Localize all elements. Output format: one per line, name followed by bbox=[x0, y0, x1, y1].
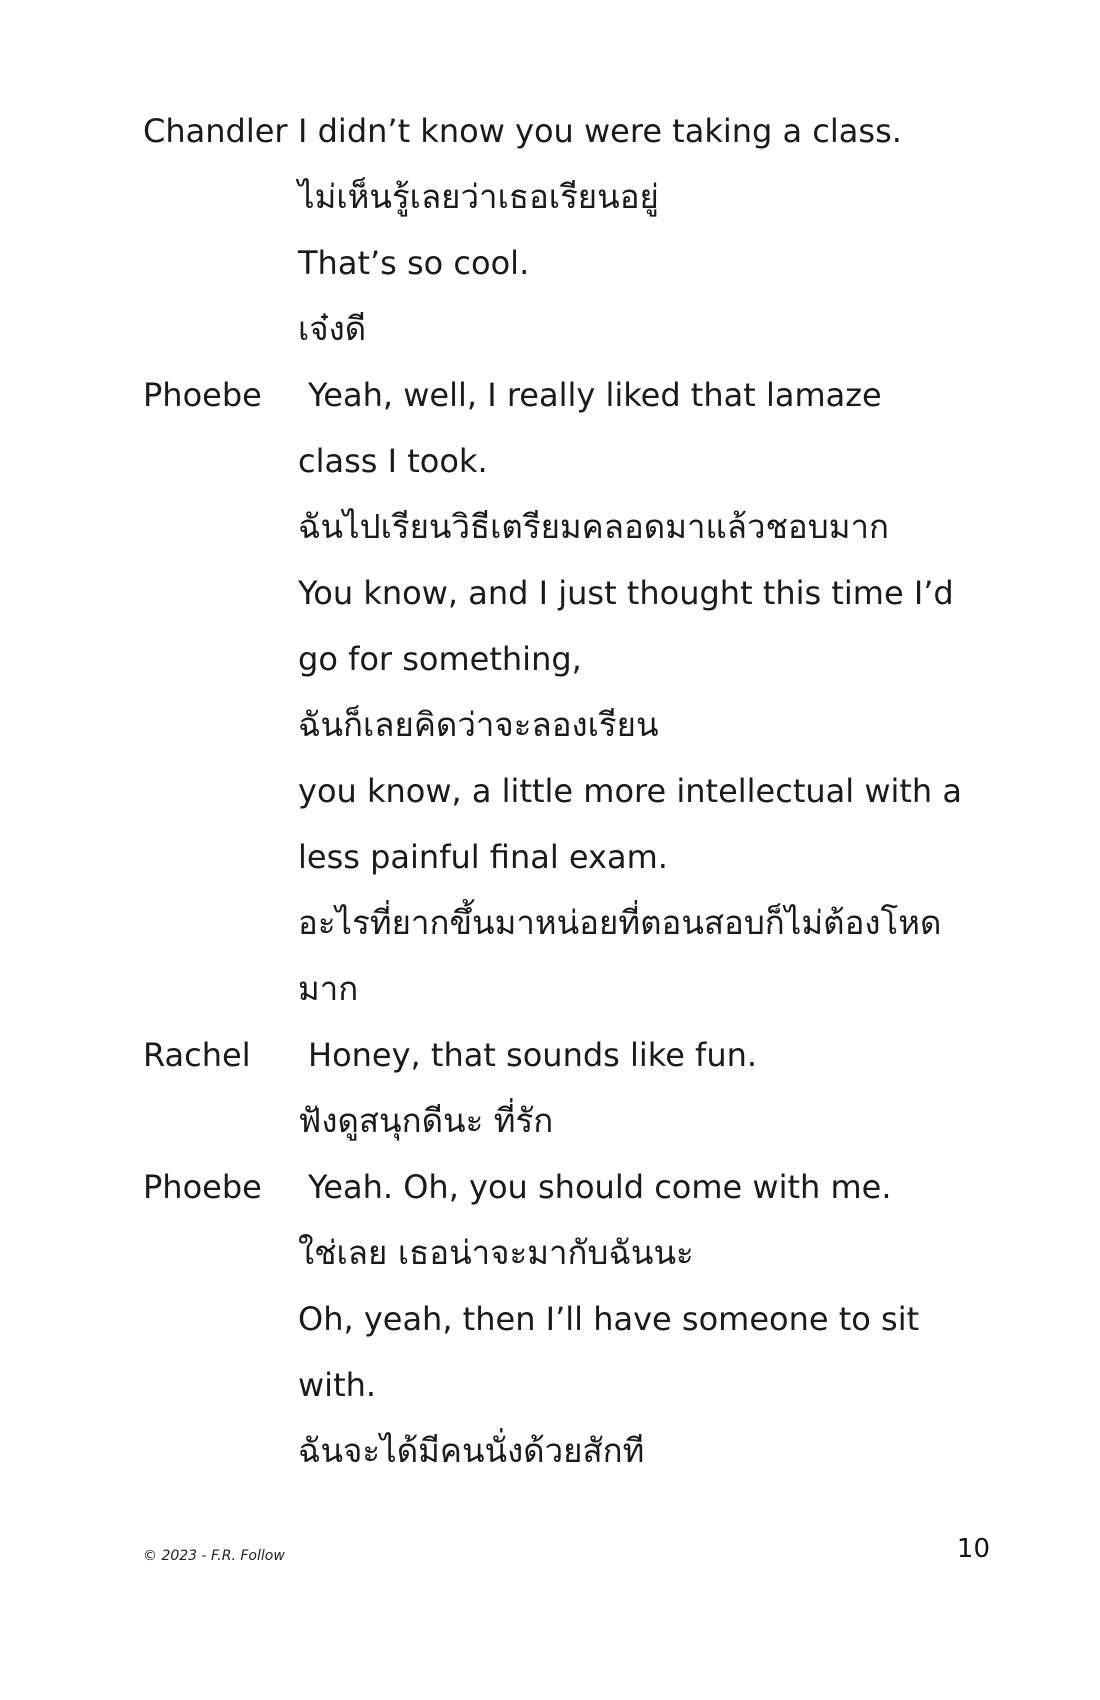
dialogue-line-th: อะไรที่ยากขึ้นมาหน่อยที่ตอนสอบก็ไม่ต้องโหด bbox=[298, 903, 942, 942]
speaker-name: Phoebe bbox=[143, 1168, 262, 1206]
dialogue-line-en: Yeah. Oh, you should come with me. bbox=[308, 1168, 892, 1206]
speaker-name: Chandler bbox=[143, 112, 288, 150]
speaker-name: Rachel bbox=[143, 1036, 251, 1074]
dialogue-line-th: มาก bbox=[298, 969, 359, 1008]
page-number: 10 bbox=[956, 1534, 990, 1564]
dialogue-block-chandler bbox=[143, 98, 1023, 362]
dialogue-line-en: class I took. bbox=[298, 442, 488, 480]
dialogue-lines bbox=[298, 362, 1023, 1022]
dialogue-script bbox=[143, 98, 1023, 1484]
dialogue-line-en: That’s so cool. bbox=[298, 244, 530, 282]
dialogue-line-en: you know, a little more intellectual with a bbox=[298, 772, 962, 810]
dialogue-lines bbox=[298, 1154, 1023, 1484]
dialogue-line-th: เจ๋งดี bbox=[298, 309, 367, 348]
dialogue-lines bbox=[298, 1022, 1023, 1154]
dialogue-line-en: with. bbox=[298, 1366, 377, 1404]
dialogue-lines bbox=[298, 98, 1023, 362]
dialogue-line-en: less painful final exam. bbox=[298, 838, 668, 876]
speaker-name: Phoebe bbox=[143, 376, 262, 414]
dialogue-line-en: Oh, yeah, then I’ll have someone to sit bbox=[298, 1300, 920, 1338]
dialogue-line-en: I didn’t know you were taking a class. bbox=[298, 112, 902, 150]
dialogue-line-en: You know, and I just thought this time I’d bbox=[298, 574, 954, 612]
dialogue-block-phoebe bbox=[143, 1154, 1023, 1484]
dialogue-line-th: ฉันจะได้มีคนนั่งด้วยสักที bbox=[298, 1431, 645, 1470]
dialogue-line-en: Honey, that sounds like fun. bbox=[308, 1036, 758, 1074]
dialogue-block-phoebe bbox=[143, 362, 1023, 1022]
dialogue-line-th: ไม่เห็นรู้เลยว่าเธอเรียนอยู่ bbox=[298, 177, 659, 216]
dialogue-line-en: go for something, bbox=[298, 640, 582, 678]
dialogue-block-rachel bbox=[143, 1022, 1023, 1154]
dialogue-line-th: ฟังดูสนุกดีนะ ที่รัก bbox=[298, 1101, 554, 1140]
dialogue-line-en: Yeah, well, I really liked that lamaze bbox=[308, 376, 882, 414]
footer-copyright: © 2023 - F.R. Follow bbox=[143, 1548, 285, 1564]
dialogue-line-th: ฉันไปเรียนวิธีเตรียมคลอดมาแล้วชอบมาก bbox=[298, 507, 889, 546]
dialogue-line-th: ฉันก็เลยคิดว่าจะลองเรียน bbox=[298, 705, 659, 744]
dialogue-line-th: ใช่เลย เธอน่าจะมากับฉันนะ bbox=[298, 1233, 694, 1272]
